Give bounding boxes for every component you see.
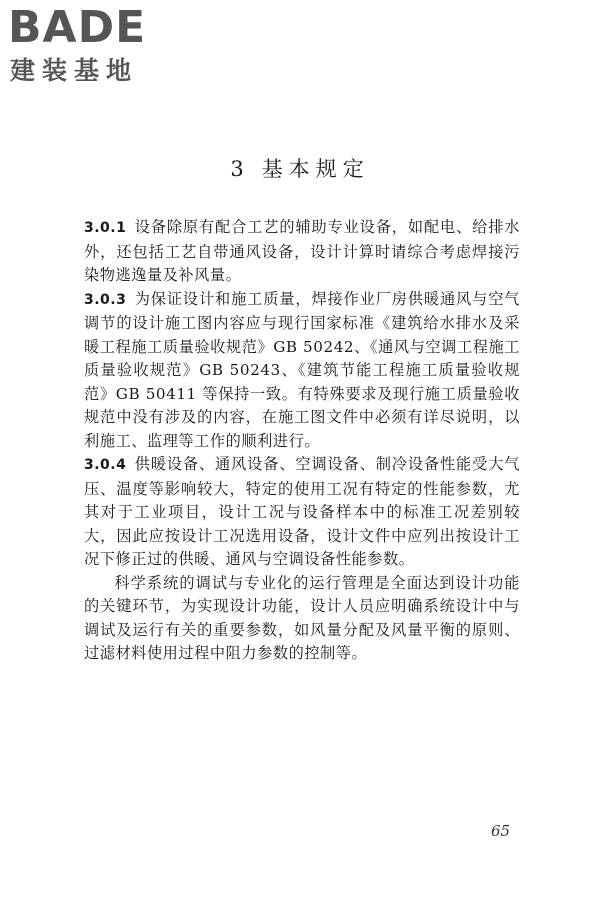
body-content <box>84 216 520 666</box>
logo <box>8 4 178 90</box>
chapter-title-text: 基本规定 <box>261 157 370 181</box>
clause-text: 设备除原有配合工艺的辅助专业设备，如配电、给排水外，还包括工艺自带通风设备，设计计算时请综合考虑焊接污染物逃逸量及补风量。 <box>84 218 520 284</box>
clause-text: 供暖设备、通风设备、空调设备、制冷设备性能受大气压、温度等影响较大，特定的使用工况有特定的性能参数，尤其对于工业项目，设计工况与设备样本中的标准工况差别较大，因此应按设计工况选用设备，设计文件中应列出按设计工况下修正过的供暖、通风与空调设备性能参数。 <box>84 455 520 568</box>
clause-number: 3.0.3 <box>84 291 127 308</box>
clause-text: 为保证设计和施工质量，焊接作业厂房供暖通风与空气调节的设计施工图内容应与现行国家标准《建筑给水排水及采暖工程施工质量验收规范》GB 50242、《通风与空调工程施工质量验收规范》GB 50243、《建筑节能工程施工质量验收规范》GB 50411 等保持一致。有特殊要求及现行施工质量验收规范中没有涉及的内容，在施工图文件中必须有详尽说明，以利施工、监理等工作的顺利进行。 <box>84 289 520 450</box>
clause-3-0-1 <box>84 216 520 288</box>
chapter-number: 3 <box>230 157 250 181</box>
clause-3-0-3 <box>84 288 520 454</box>
logo-mark: BADE <box>8 2 147 53</box>
logo-subtitle: 建装基地 <box>10 56 139 85</box>
clause-number: 3.0.1 <box>84 220 127 236</box>
clause-number: 3.0.4 <box>84 457 127 473</box>
closing-paragraph: 科学系统的调试与专业化的运行管理是全面达到设计功能的关键环节，为实现设计功能，设计人员应明确系统设计中与调试及运行有关的重要参数，如风量分配及风量平衡的原则、过滤材料使用过程中阻力参数的控制等。 <box>84 573 520 662</box>
chapter-title <box>0 153 600 183</box>
clause-3-0-4 <box>84 453 520 572</box>
page-number: 65 <box>491 822 511 840</box>
